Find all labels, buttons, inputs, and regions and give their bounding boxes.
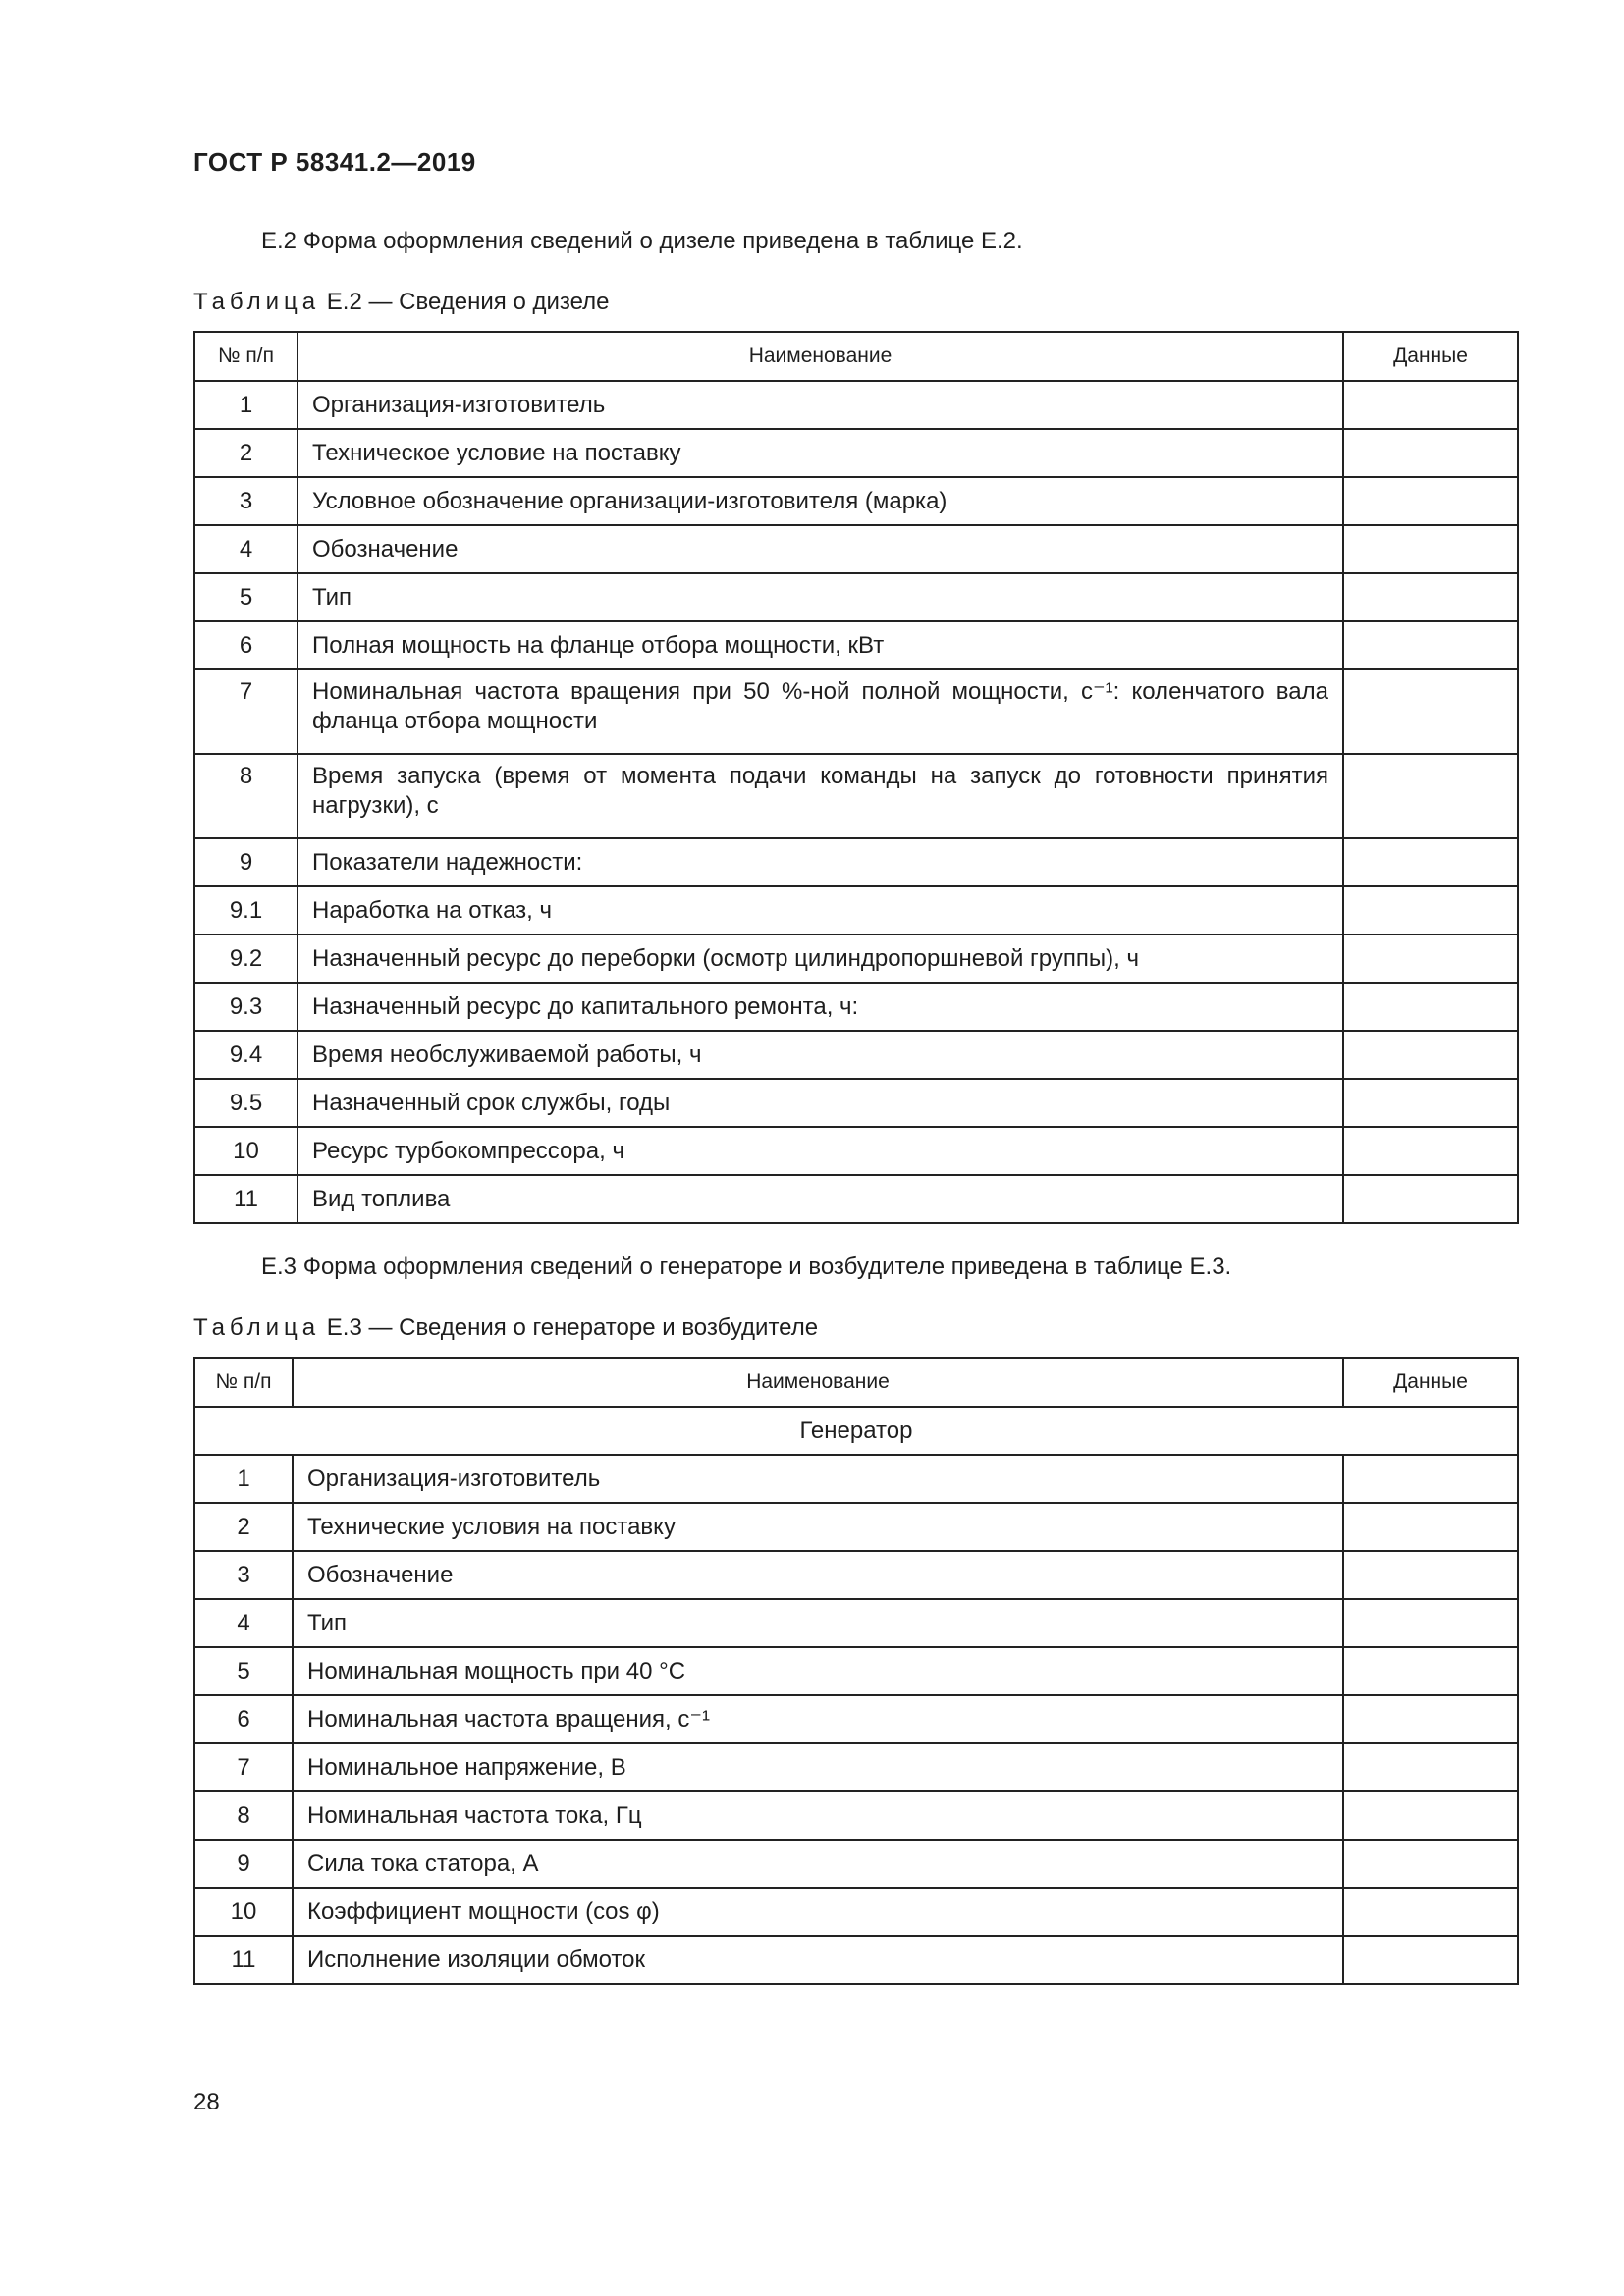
row-number: 10 xyxy=(194,1127,298,1175)
row-number: 9 xyxy=(194,838,298,886)
row-name: Время запуска (время от момента подачи команды на запуск до готовности принятия нагрузки), с xyxy=(298,754,1343,838)
row-number: 7 xyxy=(194,669,298,754)
table-row xyxy=(194,838,1518,886)
row-data-cell xyxy=(1343,1175,1518,1223)
row-data-cell xyxy=(1343,1127,1518,1175)
row-name: Организация-изготовитель xyxy=(298,381,1343,429)
row-name: Номинальная частота тока, Гц xyxy=(293,1791,1343,1840)
row-data-cell xyxy=(1343,886,1518,934)
row-number: 6 xyxy=(194,621,298,669)
row-data-cell xyxy=(1343,1840,1518,1888)
row-name: Коэффициент мощности (cos φ) xyxy=(293,1888,1343,1936)
table-e2-caption-label: Таблица xyxy=(193,289,321,315)
table-row xyxy=(194,477,1518,525)
table-row xyxy=(194,1455,1518,1503)
row-name: Исполнение изоляции обмоток xyxy=(293,1936,1343,1984)
row-data-cell xyxy=(1343,1455,1518,1503)
column-header-number: № п/п xyxy=(194,1358,293,1407)
row-number: 1 xyxy=(194,381,298,429)
table-e2 xyxy=(193,331,1519,1224)
paragraph-e3: Е.3 Форма оформления сведений о генераторе и возбудителе приведена в таблице Е.3. xyxy=(261,1254,1232,1280)
row-number: 5 xyxy=(194,1647,293,1695)
row-name: Наработка на отказ, ч xyxy=(298,886,1343,934)
row-name: Номинальная мощность при 40 °С xyxy=(293,1647,1343,1695)
row-name: Обозначение xyxy=(298,525,1343,573)
row-number: 4 xyxy=(194,525,298,573)
row-data-cell xyxy=(1343,983,1518,1031)
row-name: Показатели надежности: xyxy=(298,838,1343,886)
table-e3-caption xyxy=(193,1314,818,1342)
table-row xyxy=(194,1175,1518,1223)
page-number: 28 xyxy=(193,2089,220,2115)
column-header-number: № п/п xyxy=(194,332,298,381)
row-number: 6 xyxy=(194,1695,293,1743)
row-name: Номинальная частота вращения, с⁻¹ xyxy=(293,1695,1343,1743)
row-name: Полная мощность на фланце отбора мощности, кВт xyxy=(298,621,1343,669)
row-data-cell xyxy=(1343,1743,1518,1791)
row-name: Сила тока статора, А xyxy=(293,1840,1343,1888)
row-data-cell xyxy=(1343,381,1518,429)
table-e2-caption xyxy=(193,289,610,316)
row-name: Номинальная частота вращения при 50 %-ной полной мощности, с⁻¹: коленчатого вала фланца отбора мощности xyxy=(298,669,1343,754)
table-row xyxy=(194,1503,1518,1551)
row-name: Время необслуживаемой работы, ч xyxy=(298,1031,1343,1079)
row-number: 3 xyxy=(194,1551,293,1599)
table-row xyxy=(194,573,1518,621)
document-header: ГОСТ Р 58341.2—2019 xyxy=(193,147,476,177)
table-row xyxy=(194,1695,1518,1743)
row-number: 9.4 xyxy=(194,1031,298,1079)
row-data-cell xyxy=(1343,1647,1518,1695)
row-number: 9.5 xyxy=(194,1079,298,1127)
row-number: 2 xyxy=(194,1503,293,1551)
row-number: 11 xyxy=(194,1936,293,1984)
table-e3-caption-title: Е.3 — Сведения о генераторе и возбудителе xyxy=(320,1314,819,1341)
row-data-cell xyxy=(1343,1031,1518,1079)
row-data-cell xyxy=(1343,429,1518,477)
row-name: Технические условия на поставку xyxy=(293,1503,1343,1551)
column-header-data: Данные xyxy=(1343,332,1518,381)
row-data-cell xyxy=(1343,1503,1518,1551)
row-data-cell xyxy=(1343,525,1518,573)
row-data-cell xyxy=(1343,1791,1518,1840)
row-number: 8 xyxy=(194,754,298,838)
row-data-cell xyxy=(1343,1599,1518,1647)
row-data-cell xyxy=(1343,1551,1518,1599)
table-row xyxy=(194,669,1518,754)
table-row xyxy=(194,525,1518,573)
row-name: Назначенный ресурс до переборки (осмотр цилиндропоршневой группы), ч xyxy=(298,934,1343,983)
table-row xyxy=(194,1599,1518,1647)
table-row xyxy=(194,1888,1518,1936)
table-row xyxy=(194,429,1518,477)
row-data-cell xyxy=(1343,754,1518,838)
table-row xyxy=(194,1551,1518,1599)
row-number: 9.2 xyxy=(194,934,298,983)
table-e3 xyxy=(193,1357,1519,1985)
row-name: Тип xyxy=(298,573,1343,621)
table-row xyxy=(194,886,1518,934)
table-row xyxy=(194,1791,1518,1840)
table-row xyxy=(194,1840,1518,1888)
table-row xyxy=(194,1936,1518,1984)
row-number: 1 xyxy=(194,1455,293,1503)
row-number: 2 xyxy=(194,429,298,477)
row-data-cell xyxy=(1343,1079,1518,1127)
table-e2-caption-title: Е.2 — Сведения о дизеле xyxy=(320,289,610,315)
row-data-cell xyxy=(1343,934,1518,983)
table-row xyxy=(194,1079,1518,1127)
table-row xyxy=(194,1743,1518,1791)
row-number: 10 xyxy=(194,1888,293,1936)
row-name: Тип xyxy=(293,1599,1343,1647)
row-data-cell xyxy=(1343,573,1518,621)
row-number: 8 xyxy=(194,1791,293,1840)
row-name: Ресурс турбокомпрессора, ч xyxy=(298,1127,1343,1175)
table-row xyxy=(194,983,1518,1031)
table-row xyxy=(194,621,1518,669)
row-number: 5 xyxy=(194,573,298,621)
row-name: Обозначение xyxy=(293,1551,1343,1599)
row-name: Организация-изготовитель xyxy=(293,1455,1343,1503)
table-row xyxy=(194,1127,1518,1175)
column-header-name: Наименование xyxy=(298,332,1343,381)
row-data-cell xyxy=(1343,1695,1518,1743)
row-number: 4 xyxy=(194,1599,293,1647)
row-data-cell xyxy=(1343,1888,1518,1936)
table-row xyxy=(194,934,1518,983)
row-name: Условное обозначение организации-изготовителя (марка) xyxy=(298,477,1343,525)
column-header-name: Наименование xyxy=(293,1358,1343,1407)
section-generator: Генератор xyxy=(194,1407,1518,1455)
row-number: 7 xyxy=(194,1743,293,1791)
row-number: 11 xyxy=(194,1175,298,1223)
row-name: Номинальное напряжение, В xyxy=(293,1743,1343,1791)
row-data-cell xyxy=(1343,1936,1518,1984)
row-data-cell xyxy=(1343,477,1518,525)
table-row xyxy=(194,381,1518,429)
table-row xyxy=(194,1031,1518,1079)
row-number: 3 xyxy=(194,477,298,525)
row-data-cell xyxy=(1343,838,1518,886)
row-name: Назначенный срок службы, годы xyxy=(298,1079,1343,1127)
row-data-cell xyxy=(1343,669,1518,754)
table-row xyxy=(194,1647,1518,1695)
paragraph-e2: Е.2 Форма оформления сведений о дизеле приведена в таблице Е.2. xyxy=(261,228,1023,254)
row-name: Назначенный ресурс до капитального ремонта, ч: xyxy=(298,983,1343,1031)
table-e3-caption-label: Таблица xyxy=(193,1314,321,1341)
row-name: Техническое условие на поставку xyxy=(298,429,1343,477)
row-number: 9 xyxy=(194,1840,293,1888)
table-row xyxy=(194,754,1518,838)
row-name: Вид топлива xyxy=(298,1175,1343,1223)
column-header-data: Данные xyxy=(1343,1358,1518,1407)
row-number: 9.3 xyxy=(194,983,298,1031)
row-number: 9.1 xyxy=(194,886,298,934)
row-data-cell xyxy=(1343,621,1518,669)
